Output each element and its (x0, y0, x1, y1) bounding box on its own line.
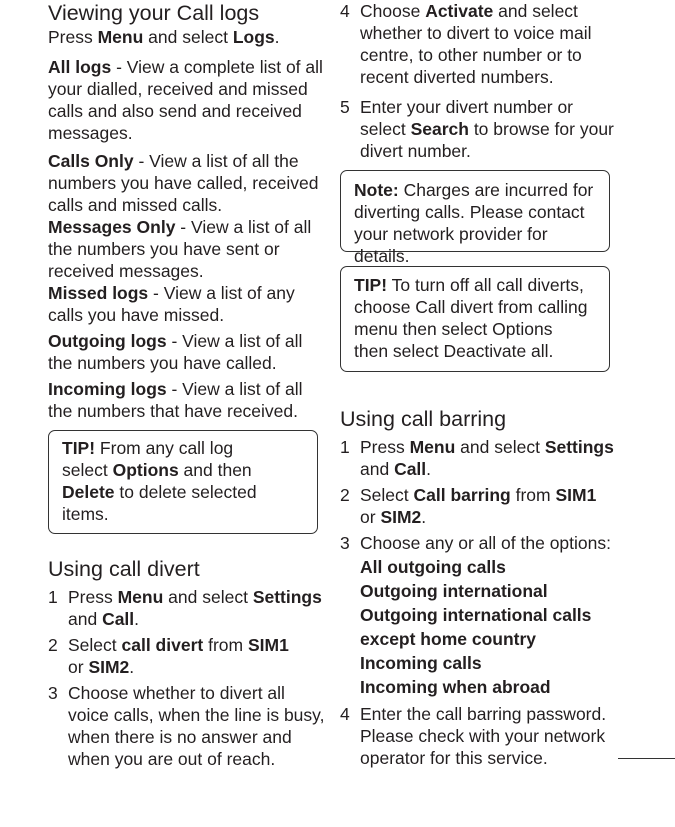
call-logs-heading: Viewing your Call logs (48, 1, 260, 25)
list-item: 1 Press Menu and select Settings and Call. (340, 437, 614, 479)
list-item: 2 Select Call barring from SIM1 or SIM2. (340, 485, 597, 527)
list-item: 3 Choose any or all of the options: All outgoing calls Outgoing international Outgoing international calls except home country Incoming calls Incoming when abroad (340, 532, 615, 699)
call-divert-heading: Using call divert (48, 557, 200, 581)
tip-box-deactivate: TIP! To turn off all call diverts, choose Call divert from calling menu then select Options then select Deactivate all. (340, 266, 610, 372)
log-item-messages-only: Messages Only - View a list of all the numbers you have sent or received messages. (48, 217, 312, 281)
call-barring-heading: Using call barring (340, 407, 507, 431)
barring-option: All outgoing calls (360, 557, 506, 577)
list-item: 4 Enter the call barring password. Please check with your network operator for this service. (340, 704, 607, 768)
log-item-missed: Missed logs - View a list of any calls you have missed. (48, 283, 295, 325)
right-column (340, 0, 615, 769)
divert-steps-continued (340, 0, 615, 162)
note-box-charges: Note: Charges are incurred for diverting calls. Please contact your network provider for details. (340, 170, 610, 252)
divert-steps (48, 586, 326, 770)
list-item: 1 Press Menu and select Settings and Call. (48, 587, 322, 629)
list-item: 5 Enter your divert number or select Search to browse for your divert number. (340, 97, 614, 161)
log-item-calls-only: Calls Only - View a list of all the numbers you have called, received calls and missed calls. (48, 151, 319, 215)
tip-box-delete: TIP! From any call log select Options and then Delete to delete selected items. (48, 430, 318, 534)
barring-option: Incoming when abroad (360, 677, 551, 697)
page-footer-rule (618, 758, 675, 759)
log-item-outgoing: Outgoing logs - View a list of all the numbers you have called. (48, 331, 303, 373)
list-item: 2 Select call divert from SIM1 or SIM2. (48, 635, 289, 677)
list-item: 4 Choose Activate and select whether to divert to voice mail centre, to other number or to recent diverted numbers. (340, 1, 592, 87)
log-item-incoming: Incoming logs - View a list of all the numbers that have received. (48, 379, 303, 421)
barring-options (360, 555, 615, 699)
barring-option: Incoming calls (360, 653, 482, 673)
left-column (48, 0, 326, 770)
barring-option: Outgoing international calls except home country (360, 605, 592, 649)
logs-intro: Press Menu and select Logs. (48, 27, 280, 47)
barring-steps (340, 436, 615, 769)
log-item-all: All logs - View a complete list of all your dialled, received and missed calls and also send and received messages. (48, 57, 323, 143)
barring-option: Outgoing international (360, 581, 548, 601)
list-item: 3 Choose whether to divert all voice calls, when the line is busy, when there is no answer and when you are out of reach. (48, 683, 325, 769)
